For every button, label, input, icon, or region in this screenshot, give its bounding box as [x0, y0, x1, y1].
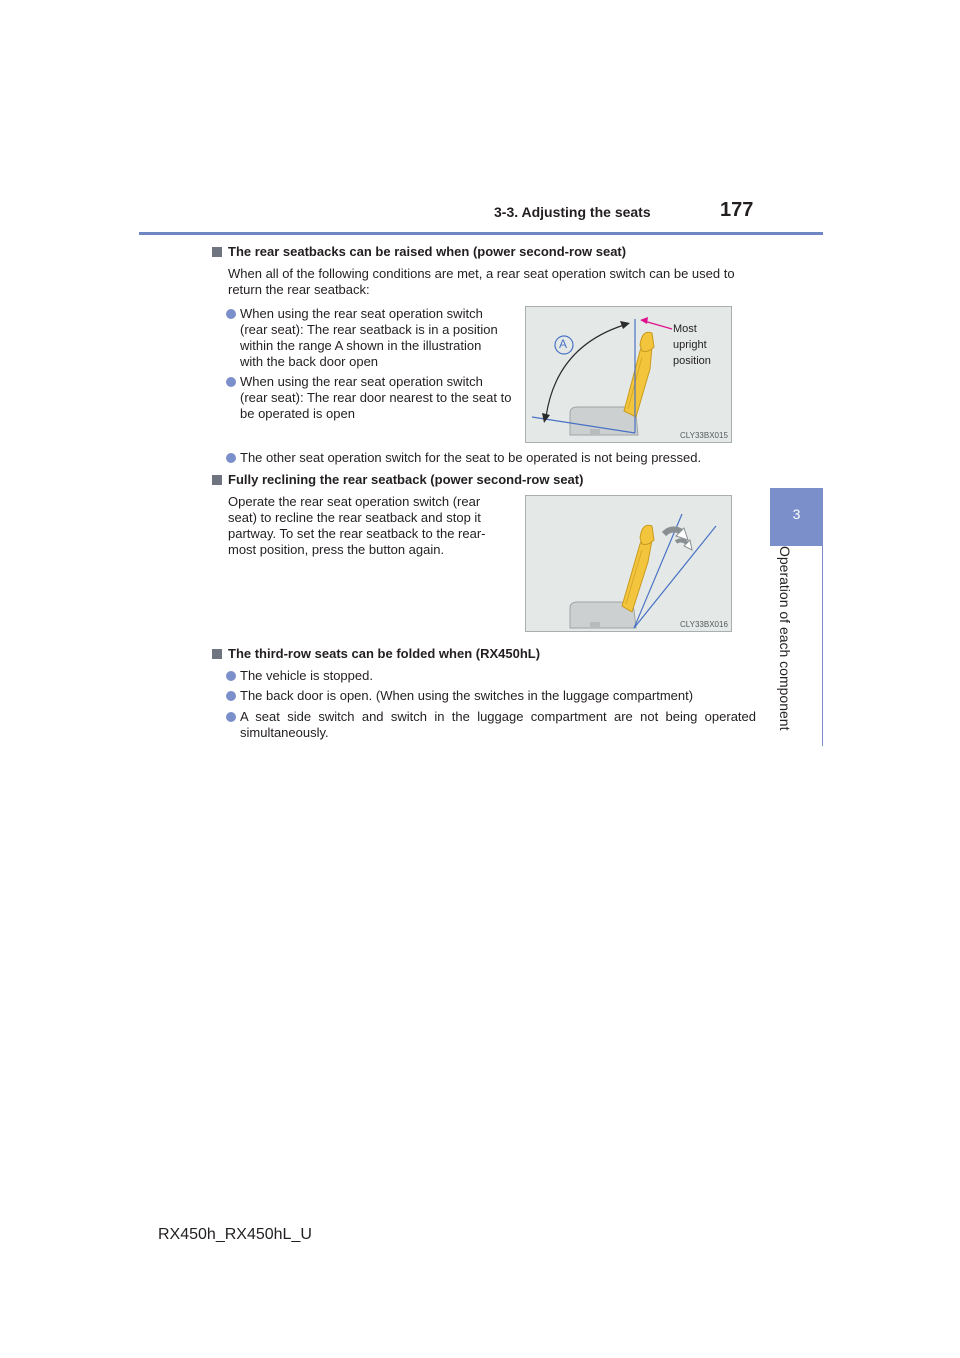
section-heading-third-row-fold — [212, 646, 540, 661]
bullet-line: be operated is open — [240, 406, 355, 421]
model-footer: RX450h_RX450hL_U — [158, 1226, 312, 1243]
bullet-line: When using the rear seat operation switch — [240, 374, 483, 389]
intro-line: When all of the following conditions are met, a rear seat operation switch can be used to — [228, 266, 735, 281]
page-number: 177 — [720, 199, 754, 221]
header-divider — [139, 232, 823, 235]
intro-paragraph — [228, 266, 758, 298]
callout-line: Most — [673, 323, 697, 335]
seatback-range-illustration — [525, 306, 732, 443]
section-title: 3-3. Adjusting the seats — [494, 204, 651, 220]
bullet-dot-icon — [226, 377, 236, 387]
bullet-line: When using the rear seat operation switch — [240, 306, 483, 321]
bullet-line: (rear seat): The rear door nearest to the seat to — [240, 390, 512, 405]
bullet-line: A seat side switch and switch in the luggage compartment are not being operated — [240, 709, 756, 724]
bullet-dot-icon — [226, 691, 236, 701]
list-item — [226, 709, 756, 741]
full-recline-illustration — [525, 495, 732, 632]
bullet-line: The back door is open. (When using the switches in the luggage compartment) — [240, 688, 694, 703]
bullet-line: The vehicle is stopped. — [240, 668, 373, 683]
callout-line: position — [673, 355, 711, 367]
list-item — [226, 374, 516, 422]
bullet-line: with the back door open — [240, 354, 379, 369]
paragraph-line: Operate the rear seat operation switch (rear — [228, 494, 481, 509]
bullet-line: (rear seat): The rear seatback is in a position — [240, 322, 498, 337]
heading-text: The third-row seats can be folded when (RX450hL) — [228, 646, 541, 661]
callout-line: upright — [673, 339, 707, 351]
recline-paragraph — [228, 494, 516, 558]
square-bullet-icon — [212, 475, 222, 485]
recline-diagram — [526, 496, 732, 632]
most-upright-callout — [673, 321, 711, 369]
chapter-number: 3 — [792, 506, 801, 522]
paragraph-line: seat) to recline the rear seatback and stop it — [228, 510, 481, 525]
range-label-a: A — [559, 337, 568, 351]
bullet-dot-icon — [226, 671, 236, 681]
paragraph-line: most position, press the button again. — [228, 542, 445, 557]
bullet-dot-icon — [226, 712, 236, 722]
figure-code: CLY33BX015 — [680, 431, 728, 440]
bullet-line: The other seat operation switch for the seat to be operated is not being pressed. — [240, 450, 702, 465]
bullet-dot-icon — [226, 309, 236, 319]
section-heading-full-recline — [212, 472, 583, 487]
chapter-title: Operation of each component — [777, 546, 793, 731]
chapter-tab — [770, 488, 823, 546]
list-item — [226, 450, 766, 466]
square-bullet-icon — [212, 649, 222, 659]
heading-text: The rear seatbacks can be raised when (power second-row seat) — [228, 244, 627, 259]
list-item — [226, 688, 756, 704]
intro-line: return the rear seatback: — [228, 282, 370, 297]
chapter-side-rule — [822, 546, 823, 746]
bullet-line: simultaneously. — [240, 725, 329, 740]
section-heading-raise-seatbacks — [212, 244, 626, 259]
figure-code: CLY33BX016 — [680, 620, 728, 629]
bullet-dot-icon — [226, 453, 236, 463]
list-item — [226, 306, 516, 370]
bullet-line: within the range A shown in the illustration — [240, 338, 482, 353]
heading-text: Fully reclining the rear seatback (power second-row seat) — [228, 472, 584, 487]
paragraph-line: partway. To set the rear seatback to the rear- — [228, 526, 486, 541]
list-item — [226, 668, 756, 684]
square-bullet-icon — [212, 247, 222, 257]
